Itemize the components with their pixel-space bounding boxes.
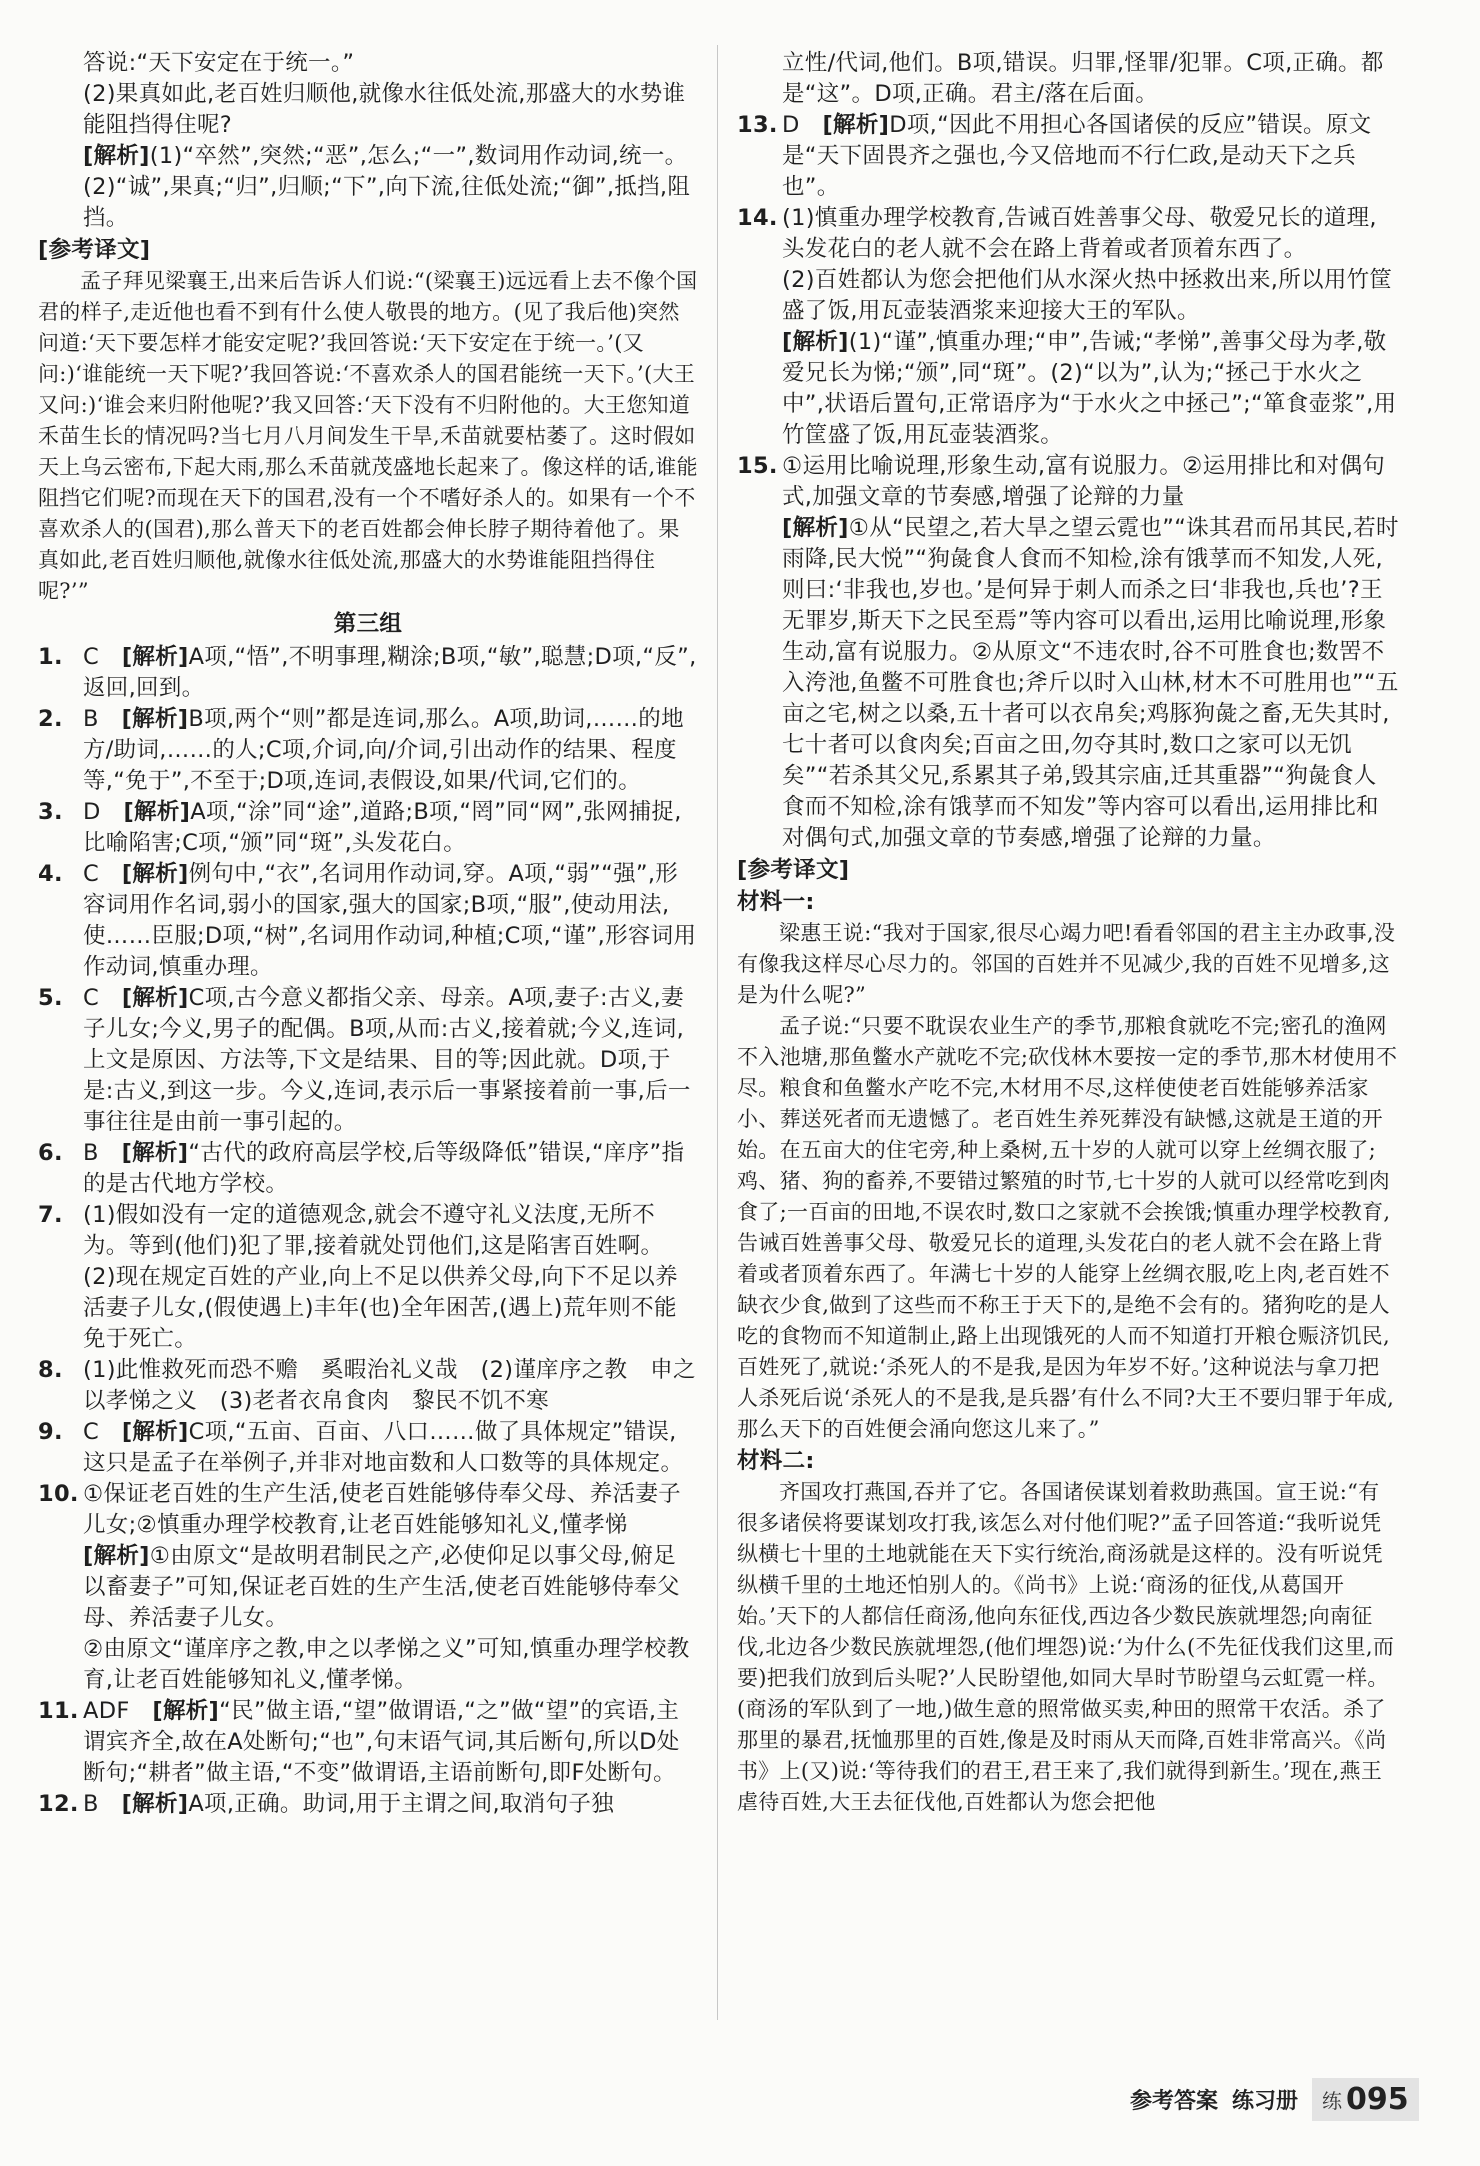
group-title: 第三组 — [333, 611, 403, 637]
answer-line: ①保证老百姓的生产生活,使老百姓能够侍奉父母、养活妻子儿女;②慎重办理学校教育,让老百姓能够知礼义,懂孝悌 — [83, 1481, 681, 1538]
analysis-text: ①由原文“是故明君制民之产,必使仰足以事父母,俯足以畜妻子”可知,保证老百姓的生产生活,使老百姓能够侍奉父母、养活妻子儿女。 — [83, 1543, 680, 1631]
page-badge — [1312, 2078, 1419, 2121]
question-number: 9. — [38, 1419, 63, 1445]
analysis-text: “民”做主语,“望”做谓语,“之”做“望”的宾语,主谓宾齐全,故在A处断句;“也”,句末语气词,其后断句,所以D处断句;“耕者”做主语,“不变”做谓语,主语前断句,即F处断句。 — [83, 1698, 680, 1786]
translation-paragraph: 齐国攻打燕国,吞并了它。各国诸侯谋划着救助燕国。宣王说:“有很多诸侯将要谋划攻打我,该怎么对付他们呢?”孟子回答道:“我听说凭纵横七十里的土地就能在天下实行统治,商汤就是这样的。没有听说凭纵横千里的土地还怕别人的。《尚书》上说:‘商汤的征伐,从葛国开始。’天下的人都信任商汤,他向东征伐,西边各少数民族就埋怨;向南征伐,北边各少数民族就埋怨,(他们埋怨)说:‘为什么(不先征伐我们这里,而要)把我们放到后头呢?’人民盼望他,如同大旱时节盼望乌云虹霓一样。(商汤的军队到了一地,)做生意的照常做买卖,种田的照常干农活。杀了那里的暴君,抚恤那里的百姓,像是及时雨从天而降,百姓非常高兴。《尚书》上(又)说:‘等待我们的君王,君王来了,我们就得到新生。’现在,燕王虐待百姓,大王去征伐他,百姓都认为您会把他 — [737, 1480, 1395, 1814]
translation-paragraph: 梁惠王说:“我对于国家,很尽心竭力吧!看看邻国的君主主办政事,没有像我这样尽心尽力的。邻国的百姓并不见减少,我的百姓不见增多,这是为什么呢?” — [737, 921, 1396, 1007]
answer-item-15 — [737, 451, 1399, 854]
answer-letter: C — [83, 861, 100, 887]
answer-item-12 — [38, 1789, 698, 1820]
answer-line: ①运用比喻说理,形象生动,富有说服力。②运用排比和对偶句式,加强文章的节奏感,增强了论辩的力量 — [782, 453, 1386, 510]
reference-translation-heading: [参考译文] — [38, 237, 151, 263]
question-number: 8. — [38, 1357, 63, 1383]
page-footer — [1130, 2074, 1460, 2124]
analysis-text: B项,两个“则”都是连词,那么。A项,助词,……的地方/助词,……的人;C项,介词,向/介词,引出动作的结果、程度等,“免于”,不至于;D项,连词,表假设,如果/代词,它们的。 — [83, 706, 684, 794]
left-column — [38, 48, 698, 1820]
question-number: 12. — [38, 1791, 79, 1817]
translation-block — [737, 918, 1399, 1445]
translation-paragraph: 孟子说:“只要不耽误农业生产的季节,那粮食就吃不完;密孔的渔网不入池塘,那鱼鳖水产就吃不完;砍伐林木要按一定的季节,那木材使用不尽。粮食和鱼鳖水产吃不完,木材用不尽,这样使使老百姓能够养活家小、葬送死者而无遗憾了。老百姓生养死葬没有缺憾,这就是王道的开始。在五亩大的住宅旁,种上桑树,五十岁的人就可以穿上丝绸衣服了;鸡、猪、狗的畜养,不要错过繁殖的时节,七十岁的人就可以经常吃到肉食了;一百亩的田地,不误农时,数口之家就不会挨饿;慎重办理学校教育,告诫百姓善事父母、敬爱兄长的道理,头发花白的老人就不会在路上背着或者顶着东西了。年满七十岁的人能穿上丝绸衣服,吃上肉,老百姓不缺衣少食,做到了这些而不称王于天下的,是绝不会有的。猪狗吃的是人吃的食物而不知道制止,路上出现饿死的人而不知道打开粮仓赈济饥民,百姓死了,就说:‘杀死人的不是我,是因为年岁不好。’这种说法与拿刀把人杀死后说‘杀死人的不是我,是兵器’有什么不同?大王不要归罪于年成,那么天下的百姓便会涌向您这儿来了。” — [737, 1014, 1398, 1441]
translation-block — [38, 266, 698, 607]
answer-letter: D — [83, 799, 101, 825]
analysis-tag: [解析] — [782, 515, 849, 541]
answer-line: (1)假如没有一定的道德观念,就会不遵守礼义法度,无所不为。等到(他们)犯了罪,接着就处罚他们,这是陷害百姓啊。 — [83, 1202, 664, 1259]
question-number: 1. — [38, 644, 63, 670]
analysis-tag: [解析] — [123, 799, 191, 825]
analysis-text: ②由原文“谨庠序之教,申之以孝悌之义”可知,慎重办理学校教育,让老百姓能够知礼义,懂孝悌。 — [83, 1636, 690, 1693]
answer-list — [38, 642, 698, 1200]
analysis-text: (1)“卒然”,突然;“恶”,怎么;“一”,数词用作动词,统一。(2)“诚”,果真;“归”,归顺;“下”,向下流,往低处流;“御”,抵挡,阻挡。 — [83, 143, 691, 231]
question-number: 10. — [38, 1481, 79, 1507]
answer-letter: C — [83, 985, 100, 1011]
answer-item-2 — [38, 704, 698, 797]
analysis-text: ①从“民望之,若大旱之望云霓也”“诛其君而吊其民,若时雨降,民大悦”“狗彘食人食而不知检,涂有饿莩而不知发,人死,则曰:‘非我也,岁也。’是何异于刺人而杀之曰‘非我也,兵也’?王无罪岁,斯天下之民至焉”等内容可以看出,运用比喻说理,形象生动,富有说服力。②从原文“不违农时,谷不可胜食也;数罟不入洿池,鱼鳖不可胜食也;斧斤以时入山林,材木不可胜用也”“五亩之宅,树之以桑,五十者可以衣帛矣;鸡豚狗彘之畜,无失其时,七十者可以食肉矣;百亩之田,勿夺其时,数口之家可以无饥矣”“若杀其父兄,系累其子弟,毁其宗庙,迁其重器”“狗彘食人食而不知检,涂有饿莩而不知发”等内容可以看出,运用排比和对偶句式,加强文章的节奏感,增强了论辩的力量。 — [782, 515, 1399, 851]
answer-item-8 — [38, 1355, 698, 1417]
footer-label: 练 — [1322, 2088, 1343, 2113]
analysis-tag: [解析] — [121, 1140, 189, 1166]
analysis-text: A项,“悟”,不明事理,糊涂;B项,“敏”,聪慧;D项,“反”,返回,回到。 — [83, 644, 697, 701]
answer-line: (2)现在规定百姓的产业,向上不足以供养父母,向下不足以养活妻子儿女,(假使遇上)丰年(也)全年困苦,(遇上)荒年则不能免于死亡。 — [83, 1264, 678, 1352]
question-number: 13. — [737, 112, 778, 138]
answer-letter: ADF — [83, 1698, 130, 1724]
question-number: 4. — [38, 861, 63, 887]
answer-item-5 — [38, 983, 698, 1138]
question-number: 11. — [38, 1698, 79, 1724]
right-column — [737, 48, 1399, 1818]
answer-item-7 — [38, 1200, 698, 1355]
analysis-text: D项,“因此不用担心各国诸侯的反应”错误。原文是“天下固畏齐之强也,今又倍地而不行仁政,是动天下之兵也”。 — [782, 112, 1372, 200]
analysis-tag: [解析] — [121, 706, 189, 732]
answer-letter: D — [782, 112, 800, 138]
analysis-tag: [解析] — [822, 112, 890, 138]
answer-line: (1)慎重办理学校教育,告诫百姓善事父母、敬爱兄长的道理,头发花白的老人就不会在路上背着或者顶着东西了。 — [782, 205, 1377, 262]
answer-letter: C — [83, 644, 100, 670]
answer-item-14 — [737, 203, 1399, 451]
footer-label: 参考答案 — [1130, 2088, 1219, 2114]
reference-translation-heading: [参考译文] — [737, 857, 850, 883]
question-number: 6. — [38, 1140, 63, 1166]
translation-block — [737, 1477, 1399, 1818]
answer-letter: C — [83, 1419, 100, 1445]
analysis-text: C项,“五亩、百亩、八口……做了具体规定”错误,这只是孟子在举例子,并非对地亩数和人口数等的具体规定。 — [83, 1419, 684, 1476]
analysis-text: “古代的政府高层学校,后等级降低”错误,“庠序”指的是古代地方学校。 — [83, 1140, 685, 1197]
answer-item-1 — [38, 642, 698, 704]
answer-line: (2)百姓都认为您会把他们从水深火热中拯救出来,所以用竹筐盛了饭,用瓦壶装酒浆来迎接大王的军队。 — [782, 267, 1393, 324]
question-number: 2. — [38, 706, 63, 732]
analysis-tag: [解析] — [152, 1698, 220, 1724]
page-number: 095 — [1346, 2081, 1409, 2117]
answer-item-6 — [38, 1138, 698, 1200]
answer-line: 立性/代词,他们。B项,错误。归罪,怪罪/犯罪。C项,正确。都是“这”。D项,正确。君主/落在后面。 — [782, 50, 1384, 107]
analysis — [38, 141, 698, 234]
analysis-text: (1)“谨”,慎重办理;“申”,告诫;“孝悌”,善事父母为孝,敬爱兄长为悌;“颁”,同“斑”。(2)“以为”,认为;“拯己于水火之中”,状语后置句,正常语序为“于水火之中拯己”;“箪食壶浆”,用竹筐盛了饭,用瓦壶装酒浆。 — [782, 329, 1397, 448]
answer-item-4 — [38, 859, 698, 983]
analysis-text: A项,“涂”同“途”,道路;B项,“罔”同“网”,张网捕捉,比喻陷害;C项,“颁”同“斑”,头发花白。 — [83, 799, 682, 856]
column-divider — [717, 45, 718, 2020]
question-number: 15. — [737, 453, 778, 479]
analysis-tag: [解析] — [782, 329, 849, 355]
answer-line: (1)此惟救死而恐不赡 奚暇治礼义哉 (2)谨庠序之教 申之以孝悌之义 (3)老者衣帛食肉 黎民不饥不寒 — [83, 1357, 696, 1414]
material-title: 材料二: — [737, 1448, 815, 1474]
analysis-tag: [解析] — [121, 861, 189, 887]
analysis-tag: [解析] — [121, 1419, 189, 1445]
answer-line: 答说:“天下安定在于统一。” — [83, 50, 355, 76]
question-number: 7. — [38, 1202, 63, 1228]
question-number: 3. — [38, 799, 63, 825]
answer-item-3 — [38, 797, 698, 859]
analysis-text: C项,古今意义都指父亲、母亲。A项,妻子:古义,妻子儿女;今义,男子的配偶。B项,从而:古义,接着就;今义,连词,上文是原因、方法等,下文是结果、目的等;因此就。D项,于是:古义,到这一步。今义,连词,表示后一事紧接着前一事,后一事往往是由前一事引起的。 — [83, 985, 691, 1135]
translation-paragraph: 孟子拜见梁襄王,出来后告诉人们说:“(梁襄王)远远看上去不像个国君的样子,走近他也看不到有什么使人敬畏的地方。(见了我后他)突然问道:‘天下要怎样才能安定呢?’我回答说:‘天下安定在于统一。’(又问:)‘谁能统一天下呢?’我回答说:‘不喜欢杀人的国君能统一天下。’(大王又问:)‘谁会来归附他呢?’我又回答:‘天下没有不归附他的。大王您知道禾苗生长的情况吗?当七月八月间发生干旱,禾苗就要枯萎了。这时假如天上乌云密布,下起大雨,那么禾苗就茂盛地长起来了。像这样的话,谁能阻挡它们呢?而现在天下的国君,没有一个不嗜好杀人的。如果有一个不喜欢杀人的(国君),那么普天下的老百姓都会伸长脖子期待着他了。果真如此,老百姓归顺他,就像水往低处流,那盛大的水势谁能阻挡得住呢?’” — [38, 269, 698, 603]
analysis-tag: [解析] — [83, 1543, 150, 1569]
analysis-tag: [解析] — [121, 644, 189, 670]
question-number: 14. — [737, 205, 778, 231]
answer-letter: B — [83, 706, 99, 732]
analysis-tag: [解析] — [121, 985, 189, 1011]
answer-letter: B — [83, 1791, 99, 1817]
footer-label: 练习册 — [1232, 2088, 1299, 2114]
material-title: 材料一: — [737, 889, 815, 915]
answer-item-11 — [38, 1696, 698, 1789]
analysis-tag: [解析] — [83, 143, 150, 169]
answer-letter: B — [83, 1140, 99, 1166]
analysis-tag: [解析] — [121, 1791, 189, 1817]
answer-line: (2)果真如此,老百姓归顺他,就像水往低处流,那盛大的水势谁能阻挡得住呢? — [83, 81, 686, 138]
answer-item-10 — [38, 1479, 698, 1696]
answer-item-9 — [38, 1417, 698, 1479]
answer-item-13 — [737, 110, 1399, 203]
question-number: 5. — [38, 985, 63, 1011]
analysis-text: 例句中,“衣”,名词用作动词,穿。A项,“弱”“强”,形容词用作名词,弱小的国家,强大的国家;B项,“服”,使动用法,使……臣服;D项,“树”,名词用作动词,种植;C项,“谨”,形容词用作动词,慎重办理。 — [83, 861, 697, 980]
analysis-text: A项,正确。助词,用于主谓之间,取消句子独 — [188, 1791, 614, 1817]
